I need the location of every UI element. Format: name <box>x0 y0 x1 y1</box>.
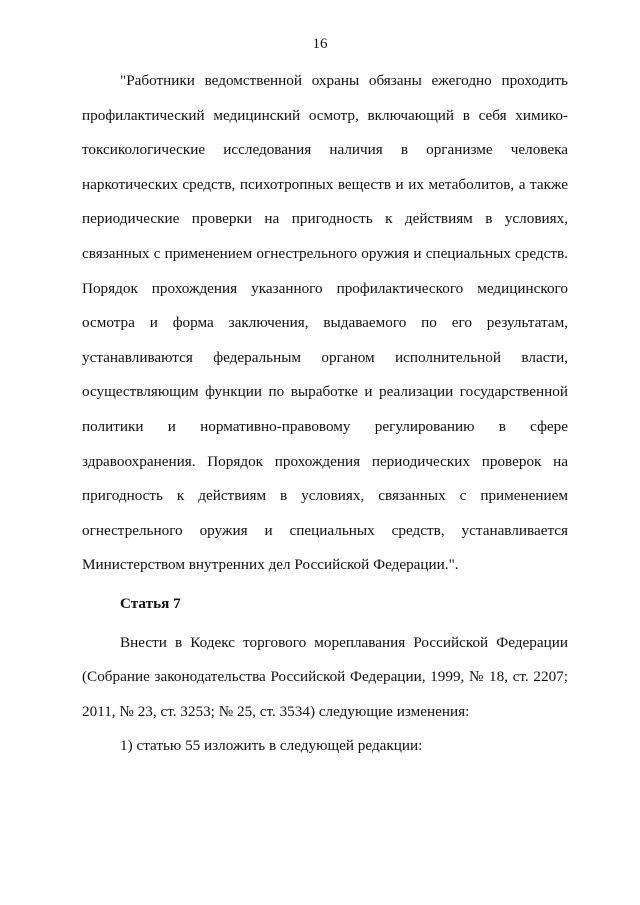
document-body <box>82 64 568 764</box>
text-line: огнестрельного оружия и специальных средств, устанавливается <box>82 521 568 539</box>
paragraph-guard-medical-exam <box>82 64 568 583</box>
text-line: Министерством внутренних дел Российской Федерации.". <box>82 556 459 574</box>
text-line: профилактический медицинский осмотр, включающий в себя химико- <box>82 106 568 124</box>
text-line: осуществляющим функции по выработке и реализации государственной <box>82 383 568 401</box>
text-line: Внести в Кодекс торгового мореплавания Российской Федерации <box>120 633 568 651</box>
text-line: 2011, № 23, ст. 3253; № 25, ст. 3534) следующие изменения: <box>82 702 470 720</box>
text-line: устанавливаются федеральным органом исполнительной власти, <box>82 348 568 366</box>
text-line: Порядок прохождения указанного профилактического медицинского <box>82 279 568 297</box>
page-number: 16 <box>312 36 328 52</box>
text-line: токсикологические исследования наличия в организме человека <box>82 141 568 159</box>
text-line: "Работники ведомственной охраны обязаны ежегодно проходить <box>120 72 568 89</box>
text-line: (Собрание законодательства Российской Федерации, 1999, № 18, ст. 2207; <box>82 668 568 686</box>
text-line: здравоохранения. Порядок прохождения периодических проверок на <box>82 452 568 470</box>
text-line: связанных с применением огнестрельного оружия и специальных средств. <box>82 244 568 262</box>
text-line: пригодность к действиям в условиях, связанных с применением <box>82 487 568 505</box>
paragraph-article-55: 1) статью 55 изложить в следующей редакции: <box>120 737 423 755</box>
text-line: осмотра и форма заключения, выдаваемого по его результатам, <box>82 314 568 332</box>
paragraph-maritime-code <box>82 626 568 730</box>
article-heading: Статья 7 <box>120 594 181 612</box>
text-line: наркотических средств, психотропных веществ и их метаболитов, а также <box>82 175 568 193</box>
text-line: политики и нормативно-правовому регулированию в сфере <box>82 417 568 435</box>
text-line: периодические проверки на пригодность к действиям в условиях, <box>82 210 568 228</box>
